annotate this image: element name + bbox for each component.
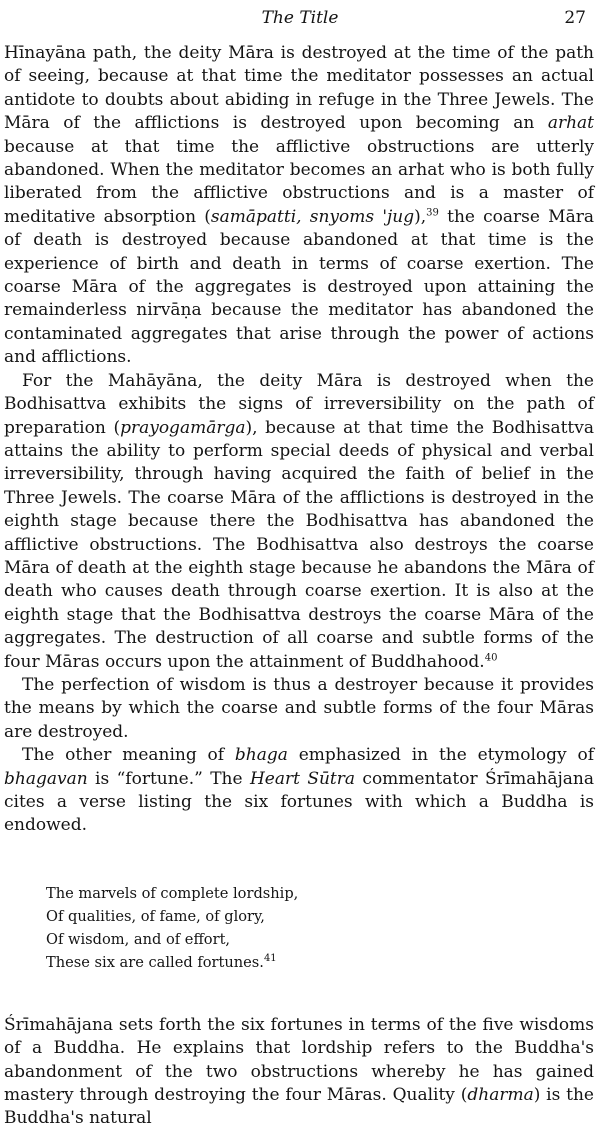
verse-line: Of qualities, of fame, of glory, xyxy=(46,907,265,925)
term-bhaga: bhaga xyxy=(234,745,288,766)
paragraph-mahayana-destruction xyxy=(4,370,594,674)
verse-line: The marvels of complete lordship, xyxy=(46,884,299,902)
paragraph-text: The perfection of wisdom is thus a destroyer because it provides the means by which the coarse and subtle forms of the four Māras are destroyed. xyxy=(4,674,594,742)
paragraph-text: the coarse Māra of death is destroyed because abandoned at that time is the experience of birth and death in terms of coarse exertion. The coarse Māra of the aggregates is destroyed upon attaining the remainderless nirvāṇa because the meditator has abandoned the contaminated aggregates that arise through the power of actions and afflictions. xyxy=(4,206,594,368)
term-samapatti: samāpatti, snyoms 'jug xyxy=(210,206,415,227)
title-heart-sutra: Heart Sūtra xyxy=(249,768,356,789)
page-number: 27 xyxy=(564,8,586,28)
footnote-marker: 40 xyxy=(484,651,498,663)
paragraph-text: ), because at that time the Bodhisattva attains the ability to perform special deeds of physical and verbal irreversibility, through having acquired the faith of belief in the Three Jewels. The coarse Māra of the afflictions is destroyed in the eighth stage because there the Bodhisattva has abandoned the afflictive obstructions. The Bodhisattva also destroys the coarse Māra of death at the eighth stage because he abandons the Māra of death who causes death through coarse exertion. It is also at the eighth stage that the Bodhisattva destroys the coarse Māra of the aggregates. The destruction of all coarse and subtle forms of the four Māras occurs upon the attainment of Buddhahood. xyxy=(4,417,594,672)
term-prayogamarga: prayogamārga xyxy=(120,417,246,438)
footnote-marker: 41 xyxy=(263,952,277,964)
verse-line-text: These six are called fortunes. xyxy=(46,953,264,971)
paragraph-text: ) is the Buddha's natural xyxy=(4,1085,594,1129)
paragraph-text: The other meaning of xyxy=(22,745,235,766)
term-bhagavan: bhagavan xyxy=(4,768,88,789)
verse-line-last xyxy=(46,951,594,974)
body-text xyxy=(4,42,594,1131)
paragraph-text: ), xyxy=(414,206,427,227)
verse-block xyxy=(46,882,594,974)
term-arhat: arhat xyxy=(547,113,594,134)
paragraph-text: commentator Śrīmahājana cites a verse listing the six fortunes with which a Buddha is endowed. xyxy=(4,768,595,836)
paragraph-text: Hīnayāna path, the deity Māra is destroyed at the time of the path of seeing, because at that time the meditator possesses an actual antidote to doubts about abiding in refuge in the Three Jewels. The Māra of the afflictions is destroyed upon becoming an xyxy=(4,43,594,134)
paragraph-six-fortunes xyxy=(4,1014,594,1131)
term-dharma: dharma xyxy=(467,1085,534,1106)
footnote-marker: 39 xyxy=(426,207,439,219)
paragraph-text: For the Mahāyāna, the deity Māra is destroyed when the Bodhisattva exhibits the signs of irreversibility on the path of preparation ( xyxy=(4,370,594,438)
paragraph-text: is “fortune.” The xyxy=(87,768,250,789)
paragraph-perfection-of-wisdom xyxy=(4,674,594,744)
verse-line: Of wisdom, and of effort, xyxy=(46,930,231,948)
paragraph-text: because at that time the afflictive obstructions are utterly abandoned. When the meditator becomes an arhat who is both fully liberated from the afflictive obstructions and is a master of meditative absorption ( xyxy=(4,136,594,227)
paragraph-hinayana-destruction xyxy=(4,42,594,370)
paragraph-text: emphasized in the etymology of xyxy=(287,745,594,766)
paragraph-bhaga-etymology xyxy=(4,744,594,838)
running-head xyxy=(0,4,600,32)
paragraph-text: Śrīmahājana sets forth the six fortunes in terms of the five wisdoms of a Buddha. He explains that lordship refers to the Buddha's abandonment of the two obstructions whereby he has gained mastery through destroying the four Māras. Quality ( xyxy=(4,1014,594,1106)
running-title: The Title xyxy=(261,8,339,28)
